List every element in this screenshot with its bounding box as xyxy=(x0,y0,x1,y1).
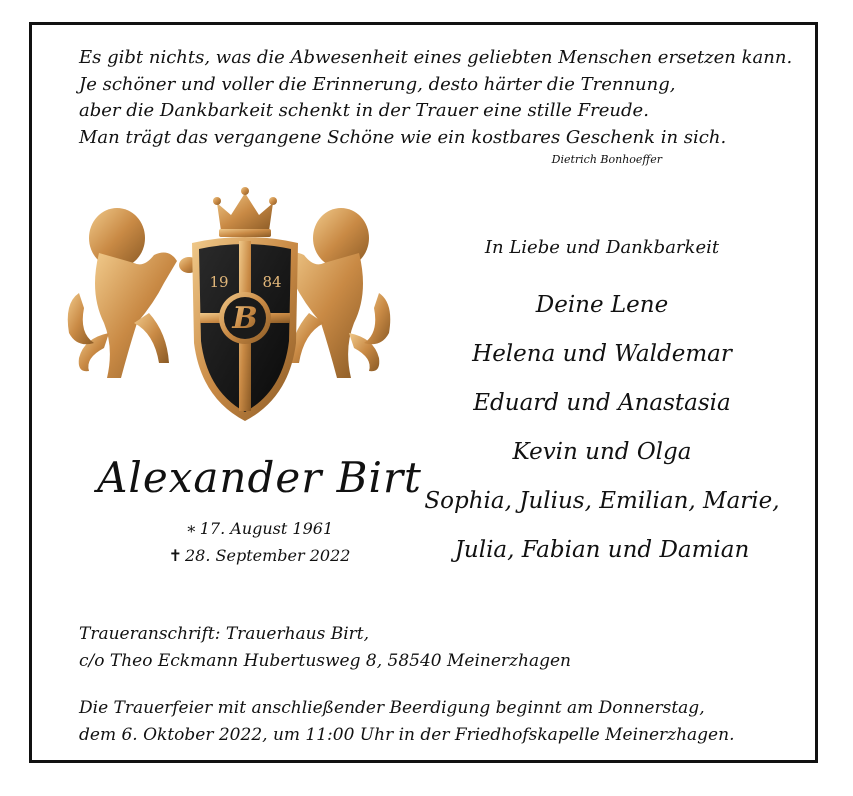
family-crest-icon xyxy=(59,183,399,433)
quote-line: Je schöner und voller die Erinnerung, desto härter die Trennung, xyxy=(79,73,676,95)
birth-star-icon: ∗ xyxy=(185,519,197,538)
quote-author: Dietrich Bonhoeffer xyxy=(551,153,662,166)
family-member: Helena und Waldemar xyxy=(472,341,732,367)
address-line: c/o Theo Eckmann Hubertusweg 8, 58540 Meinerzhagen xyxy=(79,651,571,671)
mourning-address xyxy=(79,621,779,675)
quote-line: Es gibt nichts, was die Abwesenheit eines geliebten Menschen ersetzen kann. xyxy=(79,47,793,68)
family-members xyxy=(412,281,792,575)
crest-monogram: B xyxy=(232,301,258,336)
death-date: 28. September 2022 xyxy=(184,546,351,565)
service-line: Die Trauerfeier mit anschließender Beerdigung beginnt am Donnerstag, xyxy=(79,698,705,718)
cross-icon: ✝ xyxy=(168,546,182,565)
service-line: dem 6. Oktober 2022, um 11:00 Uhr in der Friedhofskapelle Meinerzhagen. xyxy=(79,725,735,745)
address-line: Traueranschrift: Trauerhaus Birt, xyxy=(79,624,370,644)
funeral-service-info xyxy=(79,695,799,749)
family-member: Eduard und Anastasia xyxy=(473,390,731,416)
family-intro: In Liebe und Dankbarkeit xyxy=(484,237,720,258)
deceased-name: Alexander Birt xyxy=(97,453,422,502)
quote-block xyxy=(79,45,793,151)
family-member: Kevin und Olga xyxy=(512,439,692,465)
family-member: Deine Lene xyxy=(535,292,669,318)
quote-line: aber die Dankbarkeit schenkt in der Trauer eine stille Freude. xyxy=(79,100,649,121)
family-member: Julia, Fabian und Damian xyxy=(454,537,750,563)
crest-year-left: 19 xyxy=(209,273,229,291)
birth-date: 17. August 1961 xyxy=(199,519,334,538)
quote-line: Man trägt das vergangene Schöne wie ein kostbares Geschenk in sich. xyxy=(79,126,727,148)
crown-icon xyxy=(213,187,277,237)
shield-icon xyxy=(192,237,298,421)
left-lion-icon xyxy=(68,208,199,378)
crest-year-right: 84 xyxy=(262,273,282,291)
family-member: Sophia, Julius, Emilian, Marie, xyxy=(424,488,780,514)
obituary-card xyxy=(29,22,818,763)
